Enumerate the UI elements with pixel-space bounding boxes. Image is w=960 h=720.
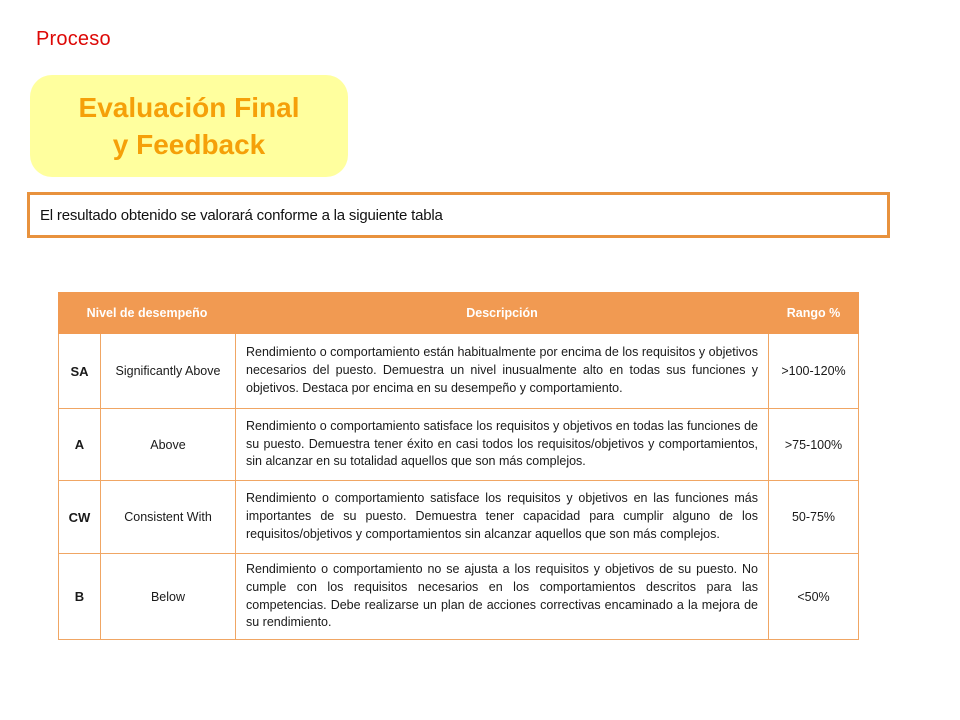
header-description: Descripción <box>236 293 769 334</box>
level-code: A <box>59 409 101 481</box>
table-header-row <box>59 293 859 334</box>
level-code: B <box>59 554 101 640</box>
table-body <box>59 334 859 640</box>
level-name: Consistent With <box>101 481 236 554</box>
level-range: >75-100% <box>769 409 859 481</box>
slide-kicker: Proceso <box>36 28 111 50</box>
level-range: 50-75% <box>769 481 859 554</box>
level-code: SA <box>59 334 101 409</box>
title-box <box>30 75 348 177</box>
table-row <box>59 554 859 640</box>
subtitle-text: El resultado obtenido se valorará conforme a la siguiente tabla <box>40 206 443 224</box>
level-name: Below <box>101 554 236 640</box>
header-level: Nivel de desempeño <box>59 293 236 334</box>
level-description: Rendimiento o comportamiento satisface los requisitos y objetivos en todas las funciones de su puesto. Demuestra tener éxito en casi todos los requisitos/objetivos y comportamientos, sin alcanzar en su totalidad aquellos que son más complejos. <box>236 409 769 481</box>
level-name: Above <box>101 409 236 481</box>
level-description: Rendimiento o comportamiento no se ajusta a los requisitos y objetivos de su puesto. No cumple con los requisitos necesarios en los comportamientos descritos para las competencias. Debe realizarse un plan de acciones correctivas encaminado a la mejora de su rendimiento. <box>236 554 769 640</box>
title-line-1: Evaluación Final <box>78 92 300 123</box>
table-row <box>59 481 859 554</box>
title-line-2: y Feedback <box>112 129 266 160</box>
level-name: Significantly Above <box>101 334 236 409</box>
table-row <box>59 334 859 409</box>
level-code: CW <box>59 481 101 554</box>
level-description: Rendimiento o comportamiento satisface los requisitos y objetivos en las funciones más importantes de su puesto. Demuestra tener capacidad para cumplir alguno de los requisitos/objetivos y comportamientos sin alcanzar aquellos que son más complejos. <box>236 481 769 554</box>
header-range: Rango % <box>769 293 859 334</box>
level-range: >100-120% <box>769 334 859 409</box>
level-range: <50% <box>769 554 859 640</box>
level-description: Rendimiento o comportamiento están habitualmente por encima de los requisitos y objetivos necesarios del puesto. Demuestra un nivel inusualmente alto en todas sus funciones y objetivos. Destaca por encima en su desempeño y comportamiento. <box>236 334 769 409</box>
subtitle-box <box>27 192 890 238</box>
rating-table <box>58 292 859 640</box>
table-row <box>59 409 859 481</box>
